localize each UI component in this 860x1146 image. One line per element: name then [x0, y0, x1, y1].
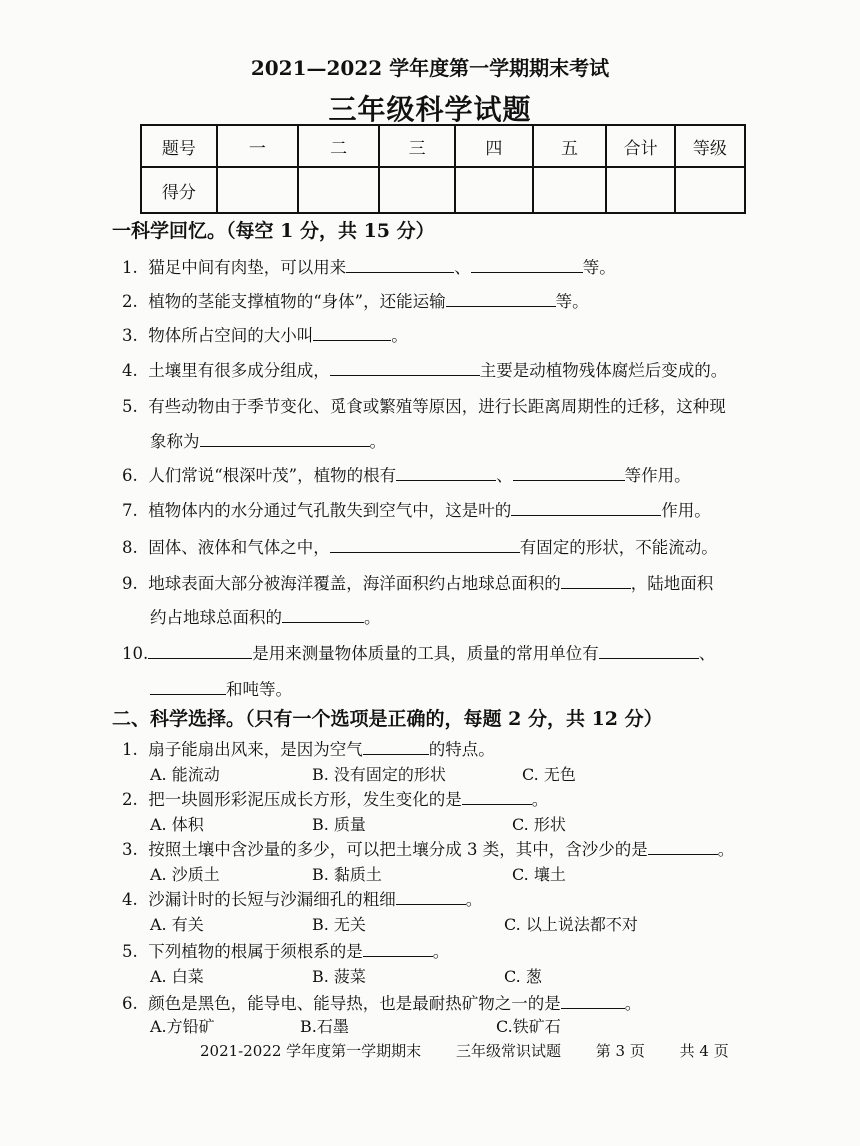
choice-question-3	[122, 836, 734, 860]
question-text: 植物的茎能支撑植物的“身体”，还能运输	[148, 292, 446, 311]
answer-blank[interactable]	[513, 466, 625, 481]
question-1-5-continued	[150, 428, 386, 452]
question-1-8	[122, 534, 718, 558]
question-1-5	[122, 393, 726, 417]
question-1-7	[122, 497, 711, 521]
exam-subtitle: 三年级科学试题	[328, 93, 532, 126]
question-text: 按照土壤中含沙量的多少，可以把土壤分成 3 类，其中，含沙少的是	[148, 840, 648, 859]
question-number: 2.	[122, 790, 138, 809]
answer-blank[interactable]	[363, 740, 429, 755]
question-text: 植物体内的水分通过气孔散失到空气中，这是叶的	[148, 501, 512, 520]
question-number: 5.	[122, 397, 138, 416]
table-cell: 四	[455, 125, 533, 167]
question-text: 人们常说“根深叶茂”，植物的根有	[148, 466, 397, 485]
answer-blank[interactable]	[330, 361, 480, 376]
question-text: 物体所占空间的大小叫	[148, 326, 314, 345]
score-table-header-row	[141, 125, 745, 167]
footer-page-number: 第 3 页	[595, 1042, 645, 1060]
question-text: 、	[496, 466, 513, 485]
answer-blank[interactable]	[561, 994, 625, 1009]
choice-options	[150, 812, 750, 834]
option-a[interactable]: A.方铅矿	[150, 1017, 215, 1036]
score-table-score-row	[141, 167, 745, 213]
question-1-9	[122, 570, 713, 594]
question-text: 把一块圆形彩泥压成长方形，发生变化的是	[148, 790, 462, 809]
question-text: ，陆地面积	[630, 574, 714, 593]
answer-blank[interactable]	[511, 501, 661, 516]
table-cell: 五	[533, 125, 607, 167]
question-text: 土壤里有很多成分组成，	[148, 361, 330, 380]
question-text: 有固定的形状，不能流动。	[519, 538, 718, 557]
footer-subject: 三年级常识试题	[455, 1042, 561, 1060]
question-1-2	[122, 288, 589, 312]
section2-heading: 二、科学选择。（只有一个选项是正确的，每题 2 分，共 12 分）	[112, 708, 663, 730]
choice-question-4	[122, 886, 482, 910]
score-cell	[217, 167, 298, 213]
answer-blank[interactable]	[330, 538, 520, 553]
footer-total-pages: 共 4 页	[679, 1042, 729, 1060]
table-cell: 二	[298, 125, 379, 167]
question-number: 4.	[122, 890, 138, 909]
question-text: 扇子能扇出风来，是因为空气	[148, 740, 363, 759]
answer-blank[interactable]	[561, 574, 631, 589]
option-a[interactable]: A. 体积	[150, 815, 204, 834]
option-a[interactable]: A. 能流动	[150, 765, 220, 784]
question-text: 。	[717, 840, 735, 859]
footer-term: 2021-2022 学年度第一学期期末	[200, 1042, 422, 1060]
question-number: 1.	[122, 258, 138, 277]
question-number: 3.	[122, 326, 138, 345]
answer-blank[interactable]	[471, 258, 583, 273]
question-text: 象称为	[150, 432, 200, 451]
question-text: 主要是动植物残体腐烂后变成的。	[479, 361, 728, 380]
option-b[interactable]: B.石墨	[300, 1017, 349, 1036]
choice-options	[150, 862, 750, 884]
choice-options	[150, 912, 750, 934]
question-text: 。	[364, 608, 381, 627]
question-number: 9.	[122, 574, 138, 593]
question-text: 是用来测量物体质量的工具，质量的常用单位有	[252, 644, 599, 663]
table-cell: 题号	[141, 125, 217, 167]
answer-blank[interactable]	[148, 644, 252, 659]
answer-blank[interactable]	[363, 942, 433, 957]
question-number: 8.	[122, 538, 138, 557]
choice-question-2	[122, 786, 548, 810]
option-a[interactable]: A. 有关	[150, 915, 204, 934]
answer-blank[interactable]	[150, 680, 226, 695]
answer-blank[interactable]	[462, 790, 532, 805]
question-text: 有些动物由于季节变化、觅食或繁殖等原因，进行长距离周期性的迁移，这种现	[148, 397, 726, 416]
table-cell: 一	[217, 125, 298, 167]
option-b[interactable]: B. 菠菜	[312, 967, 366, 986]
table-cell: 三	[379, 125, 455, 167]
question-number: 7.	[122, 501, 138, 520]
question-1-6	[122, 462, 691, 486]
question-number: 6.	[122, 466, 138, 485]
question-text: 地球表面大部分被海洋覆盖，海洋面积约占地球总面积的	[148, 574, 561, 593]
question-number: 6.	[122, 994, 138, 1013]
question-text: 固体、液体和气体之中，	[148, 538, 330, 557]
answer-blank[interactable]	[396, 466, 496, 481]
score-cell	[298, 167, 379, 213]
question-number: 4.	[122, 361, 138, 380]
option-a[interactable]: A. 白菜	[150, 967, 204, 986]
question-text: 。	[369, 432, 386, 451]
question-text: 的特点。	[428, 740, 495, 759]
answer-blank[interactable]	[599, 644, 699, 659]
question-1-9-continued	[150, 604, 381, 628]
question-text: 、	[698, 644, 716, 663]
question-1-3	[122, 322, 408, 346]
section1-heading: 一科学回忆。（每空 1 分，共 15 分）	[112, 220, 435, 242]
question-1-1	[122, 254, 616, 278]
score-table	[140, 124, 746, 214]
choice-options	[150, 1014, 750, 1036]
exam-title: 2021—2022 学年度第一学期期末考试	[250, 56, 610, 80]
choice-question-5	[122, 938, 449, 962]
table-cell: 得分	[141, 167, 217, 213]
option-c[interactable]: C.铁矿石	[496, 1017, 561, 1036]
option-c[interactable]: C. 无色	[522, 765, 576, 784]
question-text: 下列植物的根属于须根系的是	[148, 942, 363, 961]
option-c[interactable]: C. 形状	[512, 815, 566, 834]
choice-question-6	[122, 990, 641, 1014]
score-cell	[379, 167, 455, 213]
option-c[interactable]: C. 以上说法都不对	[504, 915, 638, 934]
question-text: 沙漏计时的长短与沙漏细孔的粗细	[148, 890, 396, 909]
question-text: 等。	[555, 292, 589, 311]
option-b[interactable]: B. 质量	[312, 815, 366, 834]
question-text: 。	[465, 890, 483, 909]
question-number: 1.	[122, 740, 138, 759]
answer-blank[interactable]	[313, 326, 391, 341]
choice-question-1	[122, 736, 495, 760]
option-b[interactable]: B. 无关	[312, 915, 366, 934]
answer-blank[interactable]	[200, 432, 370, 447]
question-text: 作用。	[661, 501, 711, 520]
page-footer	[200, 1040, 759, 1061]
question-text: 和吨等。	[226, 680, 292, 699]
question-number: 2.	[122, 292, 138, 311]
question-text: 等作用。	[624, 466, 691, 485]
question-number: 5.	[122, 942, 138, 961]
question-text: 。	[391, 326, 408, 345]
question-text: 。	[624, 994, 642, 1013]
option-c[interactable]: C. 葱	[504, 967, 542, 986]
answer-blank[interactable]	[648, 840, 718, 855]
table-cell: 等级	[675, 125, 745, 167]
option-b[interactable]: B. 黏质土	[312, 865, 382, 884]
score-cell	[606, 167, 674, 213]
choice-options	[150, 964, 750, 986]
question-1-4	[122, 357, 727, 381]
question-number: 3.	[122, 840, 138, 859]
answer-blank[interactable]	[446, 292, 556, 307]
table-cell: 合计	[606, 125, 674, 167]
answer-blank[interactable]	[396, 890, 466, 905]
question-text: 约占地球总面积的	[150, 608, 282, 627]
question-text: 、	[454, 258, 471, 277]
option-a[interactable]: A. 沙质土	[150, 865, 220, 884]
option-b[interactable]: B. 没有固定的形状	[312, 765, 446, 784]
question-1-10	[122, 640, 715, 664]
score-cell	[455, 167, 533, 213]
option-c[interactable]: C. 壤土	[512, 865, 566, 884]
question-text: 等。	[582, 258, 616, 277]
choice-options	[150, 762, 750, 784]
question-1-10-continued	[150, 676, 292, 700]
question-text: 颜色是黑色，能导电、能导热，也是最耐热矿物之一的是	[148, 994, 561, 1013]
score-cell	[533, 167, 607, 213]
answer-blank[interactable]	[346, 258, 454, 273]
answer-blank[interactable]	[282, 608, 364, 623]
question-text: 。	[531, 790, 549, 809]
score-cell	[675, 167, 745, 213]
question-text: 。	[432, 942, 450, 961]
question-number: 10.	[122, 644, 149, 663]
question-text: 猫足中间有肉垫，可以用来	[148, 258, 347, 277]
